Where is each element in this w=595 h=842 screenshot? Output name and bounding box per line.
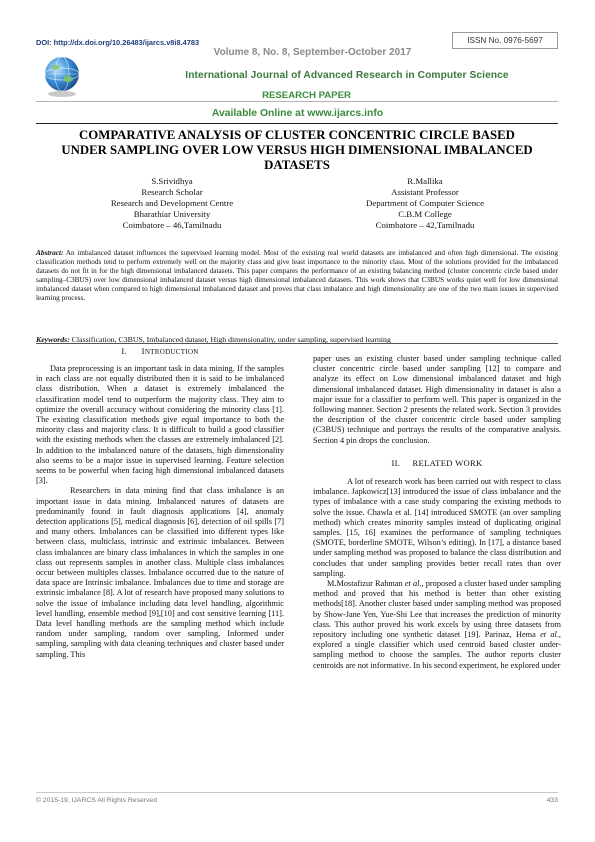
title-line: UNDER SAMPLING OVER LOW VERSUS HIGH DIMENSIONAL IMBALANCED	[61, 143, 533, 157]
paragraph: Researchers in data mining find that class imbalance is an important issue in data mining. Imbalanced natures of datasets are predominantly found in fault diagnosis applications [4], anomaly detection applications [5], medical diagnosis [6], detection of oil spills [7] and many others. Imbalances can be classified into different types like between class, multiclass, intrinsic and extrinsic imbalances. Between class imbalances are binary class imbalances in which the samples in one class out represents samples in another class. Multiple class imbalances occur between multiples classes. Imbalance occurred due to the nature of data space are Intrinsic imbalance. Imbalances due to time and storage are extrinsic imbalance [8]. A lot of research have proposed many solutions to solve the issue of imbalance including data level handling, algorithmic level handling, ensemble method [9],[10] and cost sensitive learning [11]. Data level handling methods are the sampling method which include random under sampling, random over sampling, Informed under sampling, sampling with data cleaning techniques and cluster based under sampling. This	[36, 486, 284, 659]
paragraph-text: proposed a cluster based under sampling method and proved that his method is better than other existing methods[18]. Another cluster based under sampling method was proposed by Show-Jane Yen, Yue-Shi Lee that increases the prediction of minority class. This author proved his work excels by using three datasets from repository including one synthetic dataset [19]. Parinaz, Hema	[313, 579, 562, 640]
author-dept: Department of Computer Science	[366, 198, 484, 208]
author-name: S.Srividhya	[151, 176, 193, 186]
journal-name: International Journal of Advanced Research in Computer Science	[185, 70, 509, 81]
keywords-divider	[36, 343, 558, 344]
abstract-text: An imbalanced dataset influences the supervised learning model. Most of the existing real world datasets are imbalanced and often high dimensional. The existing classification methods tend to perform extremely well on the majority class and give least importance to the minority class. Most of the solutions provided for the imbalanced datasets do not fit in for the high dimensional imbalanced datasets. This paper compares the performance of an existing balancing method (cluster concentric circle based under sampling–C3BUS) over low dimensional imbalanced dataset versus high dimensional imbalanced datasets. This work shows that C3BUS works quiet well for low dimensional imbalanced dataset when compared to high dimensional imbalanced dataset and proves that class imbalance and high dimensionality are one of the two main issues in supervised learning process.	[36, 249, 558, 302]
doi-link[interactable]: DOI: http://dx.doi.org/10.26483/ijarcs.v8i8.4783	[36, 38, 200, 47]
author-block-1	[72, 176, 272, 231]
paragraph: paper uses an existing cluster based under sampling technique called cluster concentric circle based under sampling [12] to compare and analyze its effect on Low dimensional imbalanced dataset and high dimensional imbalanced dataset. High dimensionality in dataset is also a major issue for a classifier to perform well. This paper is organized in the following manner. Section 2 presents the related work. Section 3 provides the description of the cluster concentric circle based under sampling (C3BUS) technique and portrays the results of the comparative analysis. Section 4 pin drops the conclusion.	[313, 354, 561, 445]
paragraph: A lot of research work has been carried out with respect to class imbalance. Japkowicz[13] introduced the issue of class imbalance and the types of imbalance with a case study comparing the existing methods to solve the issue. Chawla et al. [14] introduced SMOTE (an over sampling method) which creates minority samples instead of duplicating original samples. [15, 16] examines the performance of sampling techniques (SMOTE, borderline SMOTE, Wilson’s editing). In [17], a distance based under sampling method was proposed to balance the class distribution and concludes that under sampling provides better recall rates than over sampling.	[313, 477, 561, 578]
section-heading-related-work: II. RELATED WORK	[391, 457, 483, 468]
section-heading-introduction	[36, 346, 284, 357]
issn-box: ISSN No. 0976-5697	[452, 32, 558, 49]
paragraph-text: ., explored a single classifier which used centroid based cluster under-sampling method to choose the samples. The author reports cluster centroids are not informative. In his second experiment, he explored under	[313, 630, 561, 670]
section-number: I.	[121, 346, 127, 356]
paragraph: Data preprocessing is an important task in data mining. If the samples in each class are not equally distributed then it is said to be imbalanced class distribution. When a dataset is extremely imbalanced the classification model tend to outperform the majority class. They aim to optimize the overall accuracy without considering the minority class [1]. The existing classification methods give equal importance to both the minority class and majority class. It is difficult to build a good classifier with the existing methods when the classes are extremely imbalanced [2]. In addition to the imbalanced nature of the datasets, high dimensionality also seems to be a major issue in supervised learning. Feature selection seems to be powerful when facing high dimensional imbalanced datasets [3].	[36, 364, 284, 486]
et-al: et al	[540, 630, 557, 640]
paragraph	[313, 579, 561, 671]
page-number: 433	[546, 797, 558, 804]
keywords-label: Keywords:	[36, 335, 70, 344]
author-org: Bharathiar University	[133, 209, 211, 219]
author-dept: Research and Development Centre	[110, 198, 234, 208]
keywords-text: Classification, C3BUS, Imbalanced dataset, High dimensionality, under sampling, supervised learning	[69, 335, 391, 344]
author-city: Coimbatore – 42,Tamilnadu	[375, 220, 475, 230]
header-divider	[36, 101, 558, 102]
column-right	[313, 354, 561, 671]
author-org: C.B.M College	[398, 209, 452, 219]
abstract	[36, 249, 558, 303]
author-block-2	[325, 176, 525, 231]
author-name: R.Mallika	[407, 176, 443, 186]
footer-divider	[36, 792, 558, 793]
footer-copyright: © 2015-19, IJARCS All Rights Reserved	[36, 797, 157, 804]
website-line[interactable]: Available Online at www.ijarcs.info	[211, 108, 384, 119]
abstract-label: Abstract:	[36, 249, 64, 257]
volume-line: Volume 8, No. 8, September-October 2017	[213, 47, 412, 58]
section-title-rest: NTRODUCTION	[144, 348, 199, 356]
et-al: et al.,	[404, 579, 424, 589]
author-role: Assistant Professor	[391, 187, 459, 197]
paper-title	[36, 128, 558, 173]
title-line: COMPARATIVE ANALYSIS OF CLUSTER CONCENTRIC CIRCLE BASED	[79, 128, 515, 142]
title-divider	[36, 123, 558, 124]
author-city: Coimbatore – 46,Tamilnadu	[122, 220, 222, 230]
author-role: Research Scholar	[141, 187, 203, 197]
title-line: DATASETS	[264, 158, 330, 172]
author-reference: M.Mostafizur Rahman	[327, 579, 405, 589]
paper-type-label: RESEARCH PAPER	[262, 90, 351, 101]
section-title-initial: I	[141, 346, 145, 356]
column-left	[36, 346, 284, 660]
